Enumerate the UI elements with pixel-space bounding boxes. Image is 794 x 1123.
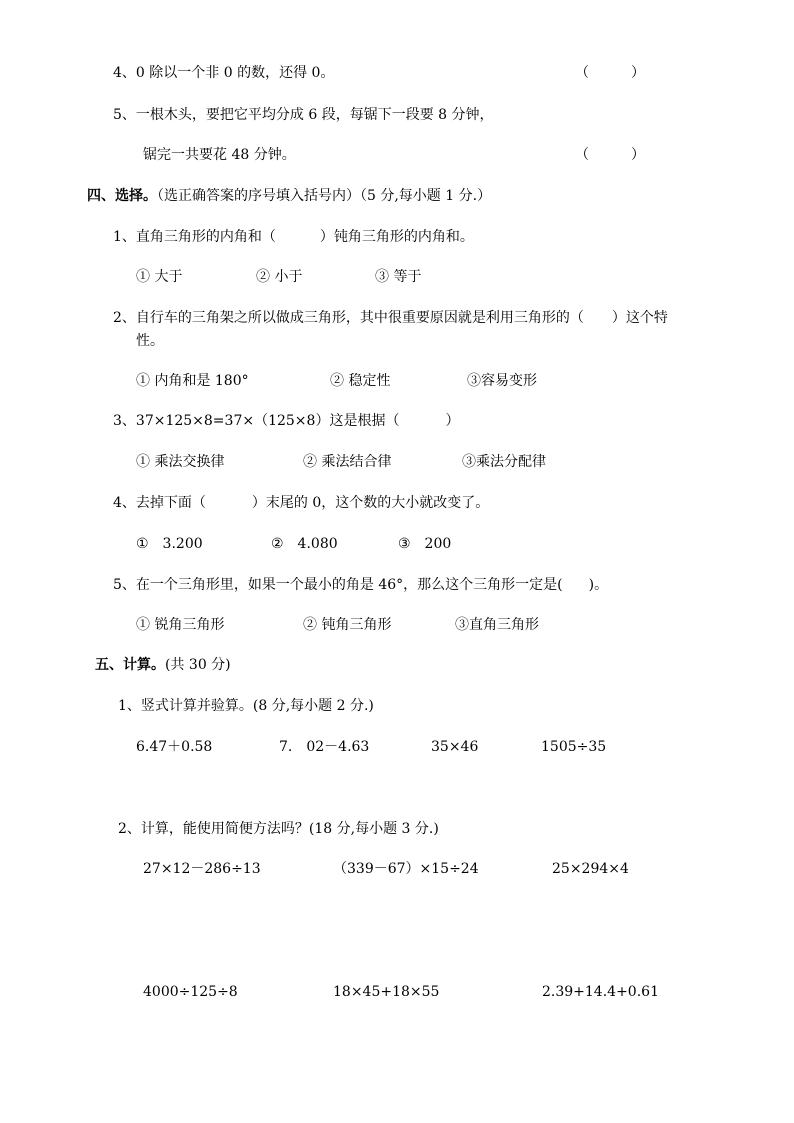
q5-option-1: ① 锐角三角形 xyxy=(136,617,225,633)
choice-heading-note: （选正确答案的序号填入括号内）（5 分,每小题 1 分.） xyxy=(157,188,492,204)
judge-item-4-answer-paren[interactable]: （ ） xyxy=(575,65,645,81)
calc-expr: 1505÷35 xyxy=(541,739,607,755)
q1-option-2: ② 小于 xyxy=(256,269,303,285)
calc-expr: 7. 02－4.63 xyxy=(279,739,370,755)
choice-heading: 四、选择。 xyxy=(87,188,157,204)
calc-expr: 25×294×4 xyxy=(552,861,629,877)
question-text: ）末尾的 0，这个数的大小就改变了。 xyxy=(251,495,490,511)
judge-item-5-cont: 锯完一共要花 48 分钟。 xyxy=(143,147,296,163)
question-text: ）钝角三角形的内角和。 xyxy=(319,229,474,245)
q1-option-1: ① 大于 xyxy=(136,269,183,285)
q3-option-2: ② 乘法结合律 xyxy=(303,454,392,470)
choice-question-5 xyxy=(113,576,608,594)
question-text: 5、在一个三角形里，如果一个最小的角是 46°，那么这个三角形一定是( xyxy=(113,577,563,593)
choice-question-1 xyxy=(113,228,474,246)
q2-option-2: ② 稳定性 xyxy=(330,373,391,389)
calc-expr: 4000÷125÷8 xyxy=(143,984,238,1000)
calc-expr: （339－67）×15÷24 xyxy=(333,861,479,877)
question-text: 2、自行车的三角架之所以做成三角形，其中很重要原因就是利用三角形的（ xyxy=(113,310,584,326)
calc-expr: 2.39+14.4+0.61 xyxy=(542,984,659,1000)
choice-question-4 xyxy=(113,494,489,512)
choice-question-3 xyxy=(113,412,459,430)
calc-sub1-title: 1、竖式计算并验算。(8 分,每小题 2 分.) xyxy=(118,698,374,714)
judge-item-4: 4、0 除以一个非 0 的数，还得 0。 xyxy=(113,65,335,81)
calc-heading-note: (共 30 分) xyxy=(165,657,231,673)
choice-question-2-cont: 性。 xyxy=(136,333,164,349)
judge-item-5-answer-paren[interactable]: （ ） xyxy=(575,147,645,163)
q4-option-2: ② 4.080 xyxy=(271,536,338,552)
question-text: 1、直角三角形的内角和（ xyxy=(113,229,276,245)
question-text: )。 xyxy=(588,577,609,593)
judge-item-5: 5、一根木头，要把它平均分成 6 段，每锯下一段要 8 分钟， xyxy=(113,107,494,123)
question-text: ） xyxy=(445,413,460,429)
calc-expr: 35×46 xyxy=(431,739,479,755)
q3-option-3: ③乘法分配律 xyxy=(462,454,546,470)
q5-option-3: ③直角三角形 xyxy=(455,617,539,633)
calc-heading: 五、计算。 xyxy=(95,657,165,673)
calc-section-header xyxy=(95,656,231,674)
calc-expr: 18×45+18×55 xyxy=(333,984,440,1000)
q5-option-2: ② 钝角三角形 xyxy=(303,617,392,633)
q4-option-1: ① 3.200 xyxy=(136,536,203,552)
q2-option-1: ① 内角和是 180° xyxy=(136,373,249,389)
choice-section-header xyxy=(87,187,491,205)
question-text: ）这个特 xyxy=(611,310,668,326)
q1-option-3: ③ 等于 xyxy=(375,269,422,285)
calc-expr: 27×12－286÷13 xyxy=(143,861,261,877)
q4-option-3: ③ 200 xyxy=(398,536,452,552)
question-text: 4、去掉下面（ xyxy=(113,495,206,511)
calc-sub2-title: 2、计算，能使用简便方法吗？(18 分,每小题 3 分.) xyxy=(118,821,439,837)
calc-expr: 6.47＋0.58 xyxy=(136,739,213,755)
question-text: 3、37×125×8=37×（125×8）这是根据（ xyxy=(113,413,400,429)
q3-option-1: ① 乘法交换律 xyxy=(136,454,225,470)
choice-question-2 xyxy=(113,309,668,327)
q2-option-3: ③容易变形 xyxy=(467,373,537,389)
